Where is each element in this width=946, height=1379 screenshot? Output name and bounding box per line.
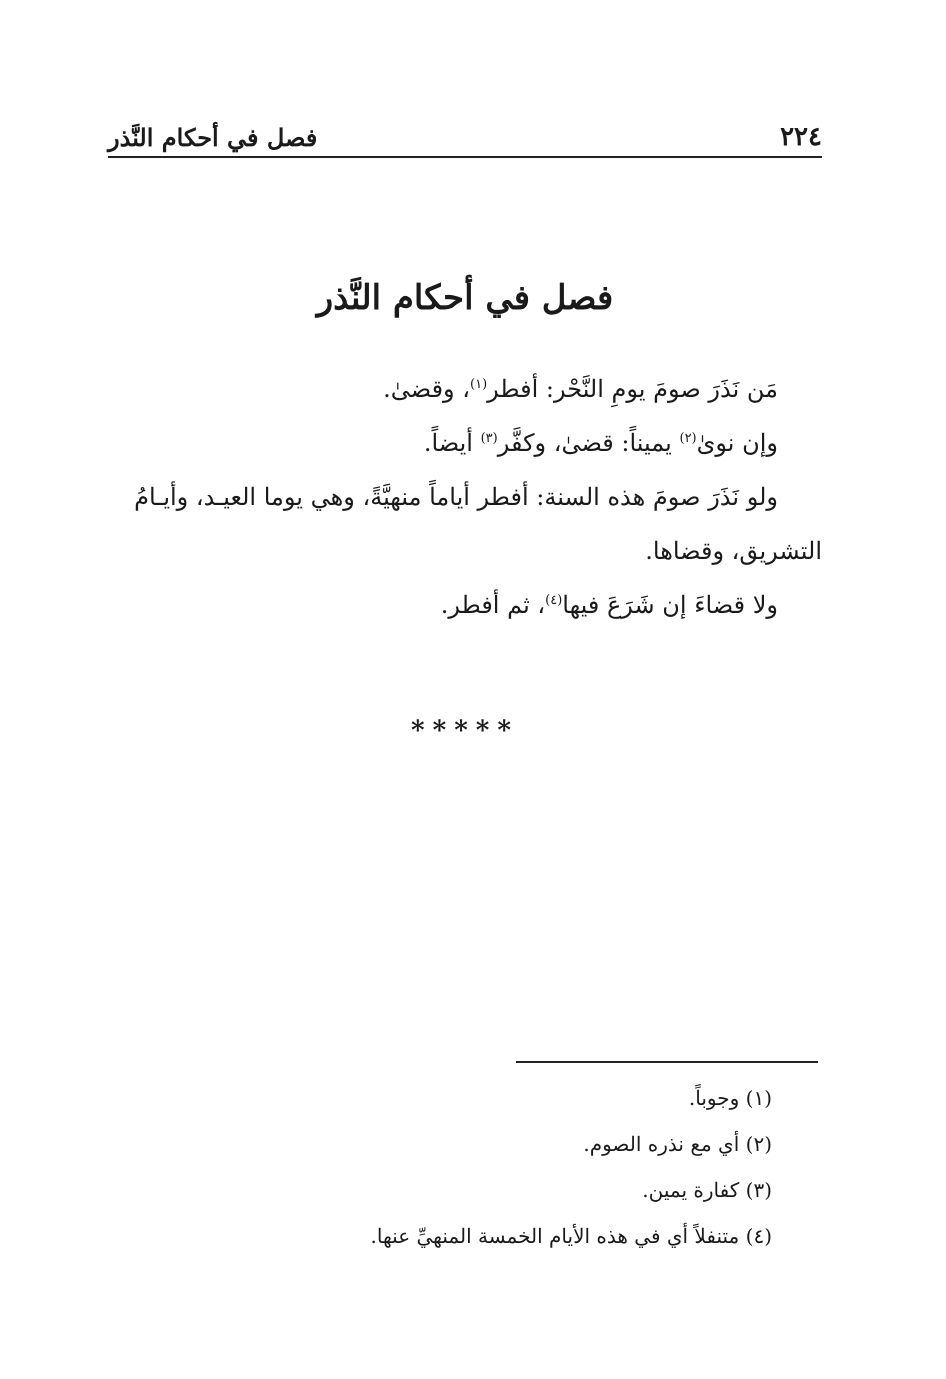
header-rule [108,156,822,158]
footnote-4: (٤) متنفلاً أي في هذه الأيام الخمسة المنهيِّ عنها. [370,1224,772,1248]
page-number: ٢٢٤ [780,122,822,152]
footnote-ref-4: (٤) [545,593,563,608]
running-title: فصل في أحكام النَّذر [108,123,318,152]
paragraph-text: ، وقضىٰ. [383,375,471,403]
section-heading: فصل في أحكام النَّذر [316,278,614,318]
paragraph-text: ولا قضاءَ إن شَرَعَ فيها [562,591,778,619]
footnote-2: (٢) أي مع نذره الصوم. [583,1132,772,1156]
paragraph-1 [108,362,822,416]
footnote-rule [516,1061,818,1063]
paragraph-text: يميناً: قضىٰ، وكفَّر [497,429,680,457]
paragraph-text: وإن نوىٰ [696,429,778,457]
paragraph-text: مَن نَذَرَ صومَ يومِ النَّحْر: أفطر [487,375,778,403]
paragraph-text: ، ثم أفطر. [440,591,546,619]
paragraph-text: أيضاً. [423,429,481,457]
paragraph-3 [108,470,822,578]
footnotes [108,1075,772,1259]
paragraph-4 [108,578,822,632]
footnote-1: (١) وجوباً. [688,1086,772,1110]
footnote-ref-1: (١) [470,377,488,392]
paragraph-2 [108,416,822,470]
paragraph-text: ولو نَذَرَ صومَ هذه السنة: أفطر أياماً منهيَّةً، وهي يوما العيـد، وأيـامُ التشريق، وقضاها. [134,483,822,565]
running-header [108,110,822,156]
footnote-ref-2: (٢) [679,431,697,446]
body-text [108,362,822,632]
footnote-ref-3: (٣) [480,431,498,446]
footnote-3: (٣) كفارة يمين. [642,1178,772,1202]
section-separator: ***** [411,716,519,746]
